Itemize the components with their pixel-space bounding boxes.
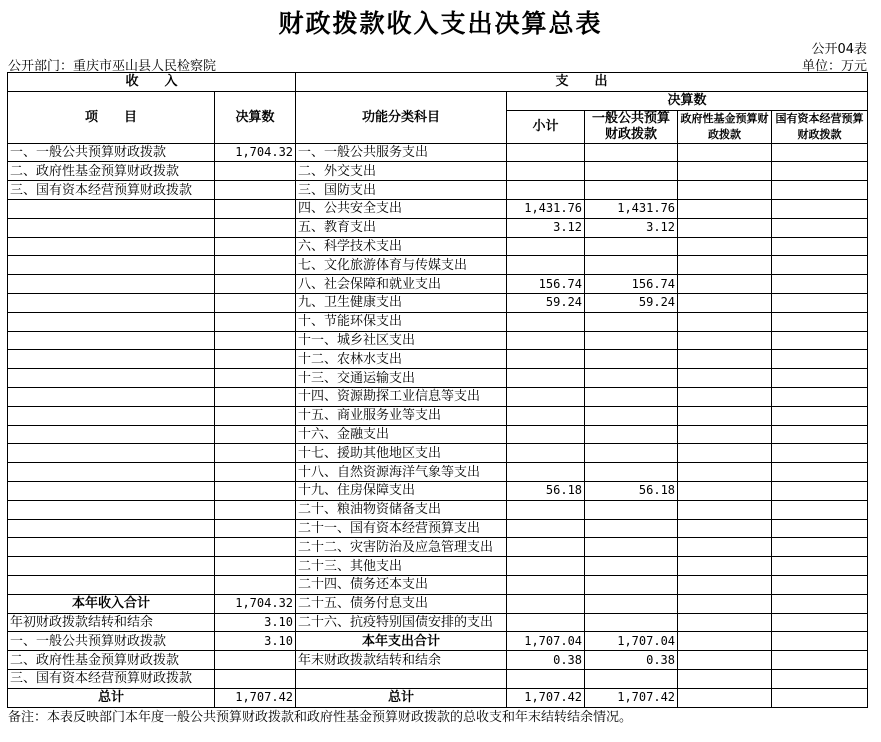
subtotal-cell [507,463,585,482]
gov-fund-cell [678,463,772,482]
table-row [8,331,868,350]
state-capital-header: 国有资本经营预算财政拨款 [772,110,868,143]
expense-item-cell: 三、国防支出 [296,181,507,200]
state-capital-cell [772,350,868,369]
income-item-cell [8,331,215,350]
expense-item-cell: 七、文化旅游体育与传媒支出 [296,256,507,275]
income-amount-cell: 3.10 [215,613,296,632]
expense-item-cell: 二十四、债务还本支出 [296,575,507,594]
state-capital-cell [772,463,868,482]
expense-item-cell: 二十五、债务付息支出 [296,594,507,613]
general-budget-cell [585,350,678,369]
state-capital-cell [772,444,868,463]
table-row [8,613,868,632]
general-budget-cell [585,669,678,688]
table-row [8,406,868,425]
expense-item-cell: 十二、农林水支出 [296,350,507,369]
income-amount-cell [215,444,296,463]
income-item-cell [8,199,215,218]
income-item-cell [8,519,215,538]
subtotal-header: 小计 [507,110,585,143]
subtotal-cell [507,519,585,538]
expense-item-cell: 十七、援助其他地区支出 [296,444,507,463]
general-budget-cell: 1,707.42 [585,688,678,707]
subtotal-cell [507,575,585,594]
subtotal-cell [507,162,585,181]
item-header: 项 目 [8,91,215,143]
state-capital-cell [772,575,868,594]
general-budget-cell [585,463,678,482]
table-row [8,538,868,557]
income-amount-cell [215,406,296,425]
general-budget-cell: 156.74 [585,275,678,294]
general-budget-cell [585,387,678,406]
gov-fund-cell [678,387,772,406]
general-budget-cell [585,256,678,275]
department-label: 公开部门：重庆市巫山县人民检察院 [8,59,217,74]
table-row [8,444,868,463]
table-row [8,557,868,576]
income-item-cell [8,463,215,482]
state-capital-cell [772,199,868,218]
income-amount-cell [215,463,296,482]
gov-fund-cell [678,256,772,275]
income-item-cell [8,275,215,294]
income-amount-cell [215,500,296,519]
gov-fund-cell [678,669,772,688]
table-row [8,275,868,294]
subtotal-cell [507,369,585,388]
final-amount-header: 决算数 [507,91,868,110]
table-row [8,218,868,237]
gov-fund-cell [678,651,772,670]
income-item-cell [8,350,215,369]
income-item-cell [8,425,215,444]
general-budget-cell [585,594,678,613]
income-amount-cell [215,350,296,369]
state-capital-cell [772,275,868,294]
general-budget-cell [585,237,678,256]
subtotal-cell [507,594,585,613]
income-amount-cell [215,331,296,350]
state-capital-cell [772,481,868,500]
expense-item-cell: 十六、金融支出 [296,425,507,444]
gov-fund-cell [678,594,772,613]
form-code: 公开04表 [811,42,867,57]
income-amount-cell [215,519,296,538]
subtotal-cell [507,181,585,200]
expense-item-cell: 年末财政拨款结转和结余 [296,651,507,670]
expense-item-cell: 八、社会保障和就业支出 [296,275,507,294]
gov-fund-cell [678,199,772,218]
general-budget-cell: 1,431.76 [585,199,678,218]
gov-fund-cell [678,632,772,651]
table-row [8,519,868,538]
state-capital-cell [772,500,868,519]
income-item-cell [8,538,215,557]
gov-fund-header: 政府性基金预算财政拨款 [678,110,772,143]
expense-item-cell: 二十一、国有资本经营预算支出 [296,519,507,538]
income-item-cell [8,218,215,237]
gov-fund-cell [678,350,772,369]
unit-label: 单位：万元 [801,59,867,74]
income-item-cell: 总计 [8,688,215,707]
income-item-cell: 年初财政拨款结转和结余 [8,613,215,632]
state-capital-cell [772,312,868,331]
income-amount-cell [215,312,296,331]
income-item-cell [8,500,215,519]
subtotal-cell [507,350,585,369]
income-item-cell [8,293,215,312]
general-budget-cell: 59.24 [585,293,678,312]
table-row [8,199,868,218]
gov-fund-cell [678,218,772,237]
state-capital-cell [772,594,868,613]
expense-item-cell: 二、外交支出 [296,162,507,181]
general-budget-cell [585,538,678,557]
gov-fund-cell [678,519,772,538]
subtotal-cell: 0.38 [507,651,585,670]
state-capital-cell [772,143,868,162]
table-row [8,594,868,613]
gov-fund-cell [678,293,772,312]
state-capital-cell [772,688,868,707]
subtotal-cell: 1,431.76 [507,199,585,218]
general-budget-cell [585,312,678,331]
income-item-cell [8,444,215,463]
table-row [8,369,868,388]
general-budget-cell: 3.12 [585,218,678,237]
income-header: 收 入 [8,73,296,92]
subtotal-cell [507,143,585,162]
subtotal-cell [507,538,585,557]
subtotal-cell: 156.74 [507,275,585,294]
income-item-cell: 三、国有资本经营预算财政拨款 [8,669,215,688]
general-budget-cell: 56.18 [585,481,678,500]
state-capital-cell [772,218,868,237]
income-item-cell: 本年收入合计 [8,594,215,613]
expense-item-cell: 一、一般公共服务支出 [296,143,507,162]
table-row [8,312,868,331]
income-item-cell [8,256,215,275]
state-capital-cell [772,181,868,200]
income-amount-cell [215,651,296,670]
subtotal-cell [507,237,585,256]
subtotal-cell [507,331,585,350]
income-amount-cell [215,181,296,200]
table-row [8,463,868,482]
income-amount-cell: 1,704.32 [215,143,296,162]
expense-item-cell: 十八、自然资源海洋气象等支出 [296,463,507,482]
table-body [8,73,868,708]
state-capital-cell [772,651,868,670]
subtotal-cell: 3.12 [507,218,585,237]
income-amount-cell [215,293,296,312]
general-budget-cell [585,162,678,181]
income-amount-cell [215,237,296,256]
income-item-cell: 二、政府性基金预算财政拨款 [8,162,215,181]
gov-fund-cell [678,481,772,500]
table-row [8,350,868,369]
subtotal-cell [507,387,585,406]
subtotal-cell [507,669,585,688]
expense-item-cell: 本年支出合计 [296,632,507,651]
income-amount-cell [215,275,296,294]
gov-fund-cell [678,331,772,350]
general-budget-cell [585,444,678,463]
table-row [8,425,868,444]
amount-header: 决算数 [215,91,296,143]
income-amount-cell [215,387,296,406]
gov-fund-cell [678,688,772,707]
gov-fund-cell [678,406,772,425]
state-capital-cell [772,406,868,425]
income-item-cell: 一、一般公共预算财政拨款 [8,632,215,651]
general-budget-cell [585,613,678,632]
gov-fund-cell [678,500,772,519]
state-capital-cell [772,387,868,406]
footnote: 备注：本表反映部门本年度一般公共预算财政拨款和政府性基金预算财政拨款的总收支和年末结转结余情况。 [8,710,633,725]
table-row [8,143,868,162]
expense-item-cell: 六、科学技术支出 [296,237,507,256]
income-item-cell [8,406,215,425]
subtotal-cell: 59.24 [507,293,585,312]
general-budget-cell [585,369,678,388]
table-row [8,632,868,651]
state-capital-cell [772,256,868,275]
gov-fund-cell [678,143,772,162]
general-budget-cell [585,500,678,519]
gov-fund-cell [678,444,772,463]
subtotal-cell [507,557,585,576]
gov-fund-cell [678,275,772,294]
expense-item-cell: 十四、资源勘探工业信息等支出 [296,387,507,406]
subtotal-cell [507,613,585,632]
subtotal-cell [507,500,585,519]
gov-fund-cell [678,613,772,632]
gov-fund-cell [678,575,772,594]
state-capital-cell [772,369,868,388]
subtotal-cell: 56.18 [507,481,585,500]
state-capital-cell [772,293,868,312]
subtotal-cell [507,256,585,275]
income-amount-cell [215,669,296,688]
general-budget-cell [585,557,678,576]
income-amount-cell [215,162,296,181]
income-item-cell [8,237,215,256]
state-capital-cell [772,162,868,181]
table-row [8,256,868,275]
gov-fund-cell [678,237,772,256]
gov-fund-cell [678,312,772,331]
income-amount-cell [215,538,296,557]
general-budget-cell: 1,707.04 [585,632,678,651]
income-item-cell [8,312,215,331]
budget-table [7,72,868,708]
expense-item-cell: 二十、粮油物资储备支出 [296,500,507,519]
income-item-cell [8,387,215,406]
general-budget-cell [585,425,678,444]
expense-item-cell: 二十三、其他支出 [296,557,507,576]
gov-fund-cell [678,369,772,388]
general-budget-cell: 0.38 [585,651,678,670]
income-amount-cell: 1,704.32 [215,594,296,613]
income-item-cell [8,575,215,594]
expense-item-cell: 十一、城乡社区支出 [296,331,507,350]
gov-fund-cell [678,557,772,576]
expense-item-cell: 十五、商业服务业等支出 [296,406,507,425]
expense-item-cell: 总计 [296,688,507,707]
expense-item-cell: 二十六、抗疫特别国债安排的支出 [296,613,507,632]
gov-fund-cell [678,425,772,444]
gov-fund-cell [678,162,772,181]
income-item-cell [8,481,215,500]
table-row [8,688,868,707]
table-row [8,293,868,312]
table-row [8,669,868,688]
subtotal-cell [507,312,585,331]
income-amount-cell [215,199,296,218]
expense-header: 支 出 [296,73,868,92]
state-capital-cell [772,519,868,538]
subtotal-cell: 1,707.42 [507,688,585,707]
general-budget-cell [585,575,678,594]
general-budget-cell [585,406,678,425]
income-amount-cell [215,575,296,594]
header-row-1 [8,73,868,92]
expense-item-cell: 五、教育支出 [296,218,507,237]
income-item-cell [8,557,215,576]
income-amount-cell: 1,707.42 [215,688,296,707]
income-amount-cell: 3.10 [215,632,296,651]
general-budget-cell [585,143,678,162]
income-amount-cell [215,481,296,500]
expense-item-cell: 十三、交通运输支出 [296,369,507,388]
state-capital-cell [772,632,868,651]
header-row-2 [8,91,868,110]
expense-item-cell: 九、卫生健康支出 [296,293,507,312]
subtotal-cell [507,444,585,463]
table-row [8,651,868,670]
income-amount-cell [215,218,296,237]
state-capital-cell [772,613,868,632]
expense-item-cell: 十、节能环保支出 [296,312,507,331]
income-amount-cell [215,557,296,576]
income-amount-cell [215,369,296,388]
state-capital-cell [772,331,868,350]
subtotal-cell: 1,707.04 [507,632,585,651]
subtotal-cell [507,425,585,444]
report-title: 财政拨款收入支出决算总表 [278,9,603,38]
expense-item-cell: 四、公共安全支出 [296,199,507,218]
gov-fund-cell [678,538,772,557]
subtotal-cell [507,406,585,425]
income-item-cell [8,369,215,388]
general-budget-header: 一般公共预算财政拨款 [585,110,678,143]
table-row [8,575,868,594]
general-budget-cell [585,331,678,350]
general-budget-cell [585,519,678,538]
income-item-cell: 三、国有资本经营预算财政拨款 [8,181,215,200]
income-amount-cell [215,425,296,444]
state-capital-cell [772,557,868,576]
table-row [8,387,868,406]
function-category-header: 功能分类科目 [296,91,507,143]
expense-item-cell [296,669,507,688]
state-capital-cell [772,425,868,444]
expense-item-cell: 十九、住房保障支出 [296,481,507,500]
table-row [8,162,868,181]
income-amount-cell [215,256,296,275]
state-capital-cell [772,669,868,688]
state-capital-cell [772,538,868,557]
table-row [8,481,868,500]
table-row [8,237,868,256]
state-capital-cell [772,237,868,256]
income-item-cell: 二、政府性基金预算财政拨款 [8,651,215,670]
table-row [8,181,868,200]
gov-fund-cell [678,181,772,200]
table-row [8,500,868,519]
income-item-cell: 一、一般公共预算财政拨款 [8,143,215,162]
general-budget-cell [585,181,678,200]
expense-item-cell: 二十二、灾害防治及应急管理支出 [296,538,507,557]
